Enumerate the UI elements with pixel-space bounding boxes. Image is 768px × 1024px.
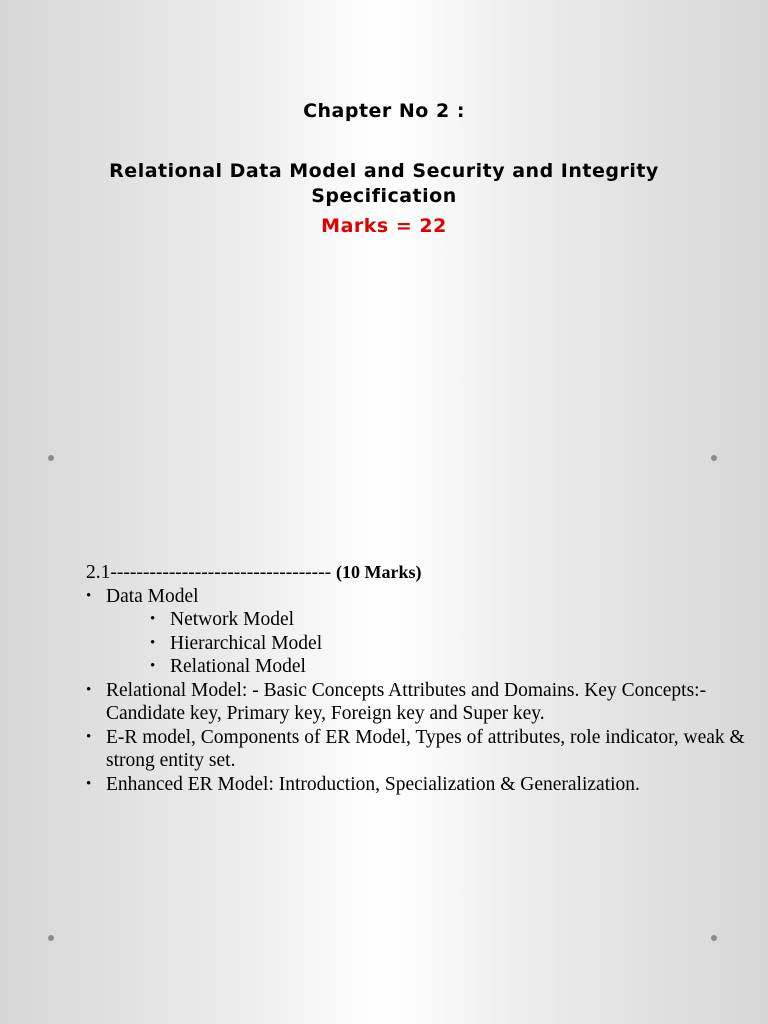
decorative-dot: [711, 455, 717, 461]
decorative-dot: [48, 935, 54, 941]
topic-list: [86, 585, 746, 797]
title-block: [60, 98, 708, 239]
chapter-subject: Relational Data Model and Security and Integrity Specification: [109, 160, 659, 207]
decorative-dot: [711, 935, 717, 941]
list-item: [86, 585, 746, 679]
list-item: • Hierarchical Model: [106, 632, 746, 656]
syllabus-content: [86, 561, 746, 796]
list-item: • Network Model: [106, 608, 746, 632]
chapter-heading: Chapter No 2 :: [303, 100, 465, 122]
section-marks: (10 Marks): [336, 562, 422, 582]
list-item: • Enhanced ER Model: Introduction, Specialization & Generalization.: [86, 773, 746, 797]
decorative-dot: [48, 455, 54, 461]
section-header: [86, 561, 746, 585]
section-number: 2.1----------------------------------: [86, 562, 332, 583]
list-item: • Relational Model: - Basic Concepts Attributes and Domains. Key Concepts:- Candidate key, Primary key, Foreign key and Super key.: [86, 679, 746, 726]
subtopic-list: [106, 608, 746, 679]
list-item: • Relational Model: [106, 655, 746, 679]
list-item: • E-R model, Components of ER Model, Types of attributes, role indicator, weak & strong entity set.: [86, 726, 746, 773]
topic-text: Data Model: [106, 585, 199, 607]
chapter-marks: Marks = 22: [321, 215, 447, 237]
